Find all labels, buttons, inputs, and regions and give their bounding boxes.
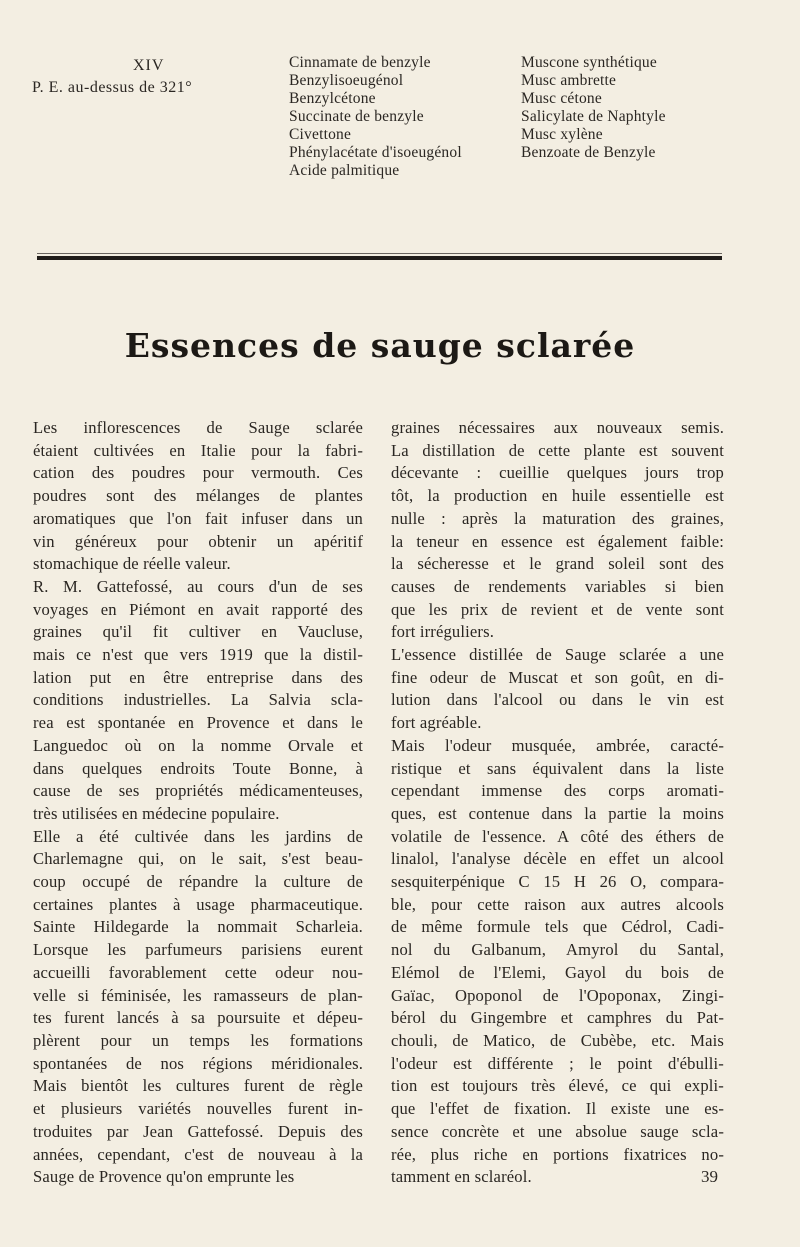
- text-line: stomachique de réelle valeur.: [33, 554, 231, 574]
- text-line: l'odeur est différente ; le point d'ébulli-: [391, 1053, 724, 1073]
- text-line: ques, est contenue dans la partie la moins: [391, 803, 724, 823]
- text-line: voyages en Piémont en avait rapporté des: [33, 599, 363, 619]
- text-line: plèrent pour un temps les formations: [33, 1030, 363, 1050]
- text-line: graines nécessaires aux nouveaux semis.: [391, 418, 724, 437]
- text-line: cause de ses propriétés médicamenteuses,: [33, 781, 363, 801]
- text-line: Mais l'odeur musquée, ambrée, caracté-: [391, 735, 724, 755]
- text-line: L'essence distillée de Sauge sclarée a une: [391, 645, 724, 665]
- text-line: Charlemagne qui, on le sait, s'est beau-: [33, 849, 363, 869]
- list-item: Benzoate de Benzyle: [521, 144, 656, 161]
- text-line: sence concrète et une absolue sauge scla-: [391, 1121, 724, 1141]
- text-line: sesquiterpénique C 15 H 26 O, compara-: [391, 872, 724, 892]
- text-line: que l'effet de fixation. Il existe une es-: [391, 1099, 724, 1119]
- list-item: Benzylcétone: [289, 90, 376, 107]
- text-line: tamment en sclaréol.: [391, 1167, 532, 1187]
- text-line: dans quelques endroits Toute Bonne, à: [33, 758, 363, 778]
- text-line: aromatiques que l'on fait infuser dans un: [33, 508, 363, 528]
- text-line: nol du Galbanum, Amyrol du Santal,: [391, 940, 724, 960]
- text-line: mais ce n'est que vers 1919 que la distil-: [33, 645, 363, 665]
- divider-thick: [37, 256, 722, 260]
- list-item: Musc xylène: [521, 126, 603, 143]
- text-line: tôt, la production en huile essentielle est: [391, 486, 724, 506]
- text-line: vin généreux pour obtenir un apéritif: [33, 531, 363, 551]
- text-line: linalol, l'analyse décèle en effet un alcool: [391, 849, 724, 869]
- list-item: Musc ambrette: [521, 72, 617, 89]
- text-line: Gaïac, Opoponol de l'Opoponax, Zingi-: [391, 985, 724, 1005]
- text-column-left: [33, 417, 363, 1189]
- text-line: accueilli favorablement cette odeur nou-: [33, 962, 363, 982]
- text-line: Languedoc où on la nomme Orvale et: [33, 735, 363, 755]
- table-roman-numeral: XIV: [133, 57, 165, 74]
- text-line: conditions industrielles. La Salvia scla-: [33, 690, 363, 710]
- text-line: causes de rendements variables si bien: [391, 576, 724, 596]
- text-line: R. M. Gattefossé, au cours d'un de ses: [33, 576, 363, 596]
- text-line: étaient cultivées en Italie pour la fabri-: [33, 440, 363, 460]
- text-line: ble, pour cette raison aux autres alcools: [391, 894, 724, 914]
- text-line: bérol du Gingembre et camphres du Pat-: [391, 1008, 724, 1028]
- text-line: chouli, de Matico, de Cubèbe, etc. Mais: [391, 1030, 724, 1050]
- ingredient-table: [30, 54, 770, 194]
- text-line: décevante : cueillie quelques jours trop: [391, 463, 724, 483]
- text-line: ristique et sans équivalent dans la liste: [391, 758, 724, 778]
- text-line: cation des poudres pour vermouth. Ces: [33, 463, 363, 483]
- list-item: Muscone synthétique: [521, 54, 657, 71]
- text-line: lution dans l'alcool ou dans le vin est: [391, 690, 724, 710]
- divider-thin: [37, 253, 722, 254]
- text-line: fine odeur de Muscat et son goût, en di-: [391, 667, 724, 687]
- list-item: Civettone: [289, 126, 352, 143]
- text-line: fort agréable.: [391, 713, 482, 733]
- text-line: graines qu'il fit cultiver en Vaucluse,: [33, 622, 363, 642]
- text-line: certaines plantes à usage pharmaceutique.: [33, 894, 363, 914]
- text-line: poudres sont des mélanges de plantes: [33, 486, 363, 506]
- text-line: et plusieurs variétés nouvelles furent in-: [33, 1099, 363, 1119]
- text-line: la teneur en essence est également faible:: [391, 531, 724, 551]
- text-line: Sauge de Provence qu'on emprunte les: [33, 1167, 295, 1187]
- text-line: Les inflorescences de Sauge sclarée: [33, 418, 363, 437]
- text-line: la sécheresse et le grand soleil sont des: [391, 554, 724, 574]
- list-item: Acide palmitique: [289, 162, 400, 179]
- list-item: Musc cétone: [521, 90, 602, 107]
- text-line: Mais bientôt les cultures furent de règle: [33, 1076, 363, 1096]
- text-line: rée, plus riche en portions fixatrices no-: [391, 1144, 724, 1164]
- page-number: 39: [701, 1167, 718, 1186]
- text-line: La distillation de cette plante est souvent: [391, 440, 724, 460]
- text-column-right: [391, 417, 724, 1189]
- text-line: que les prix de revient et de vente sont: [391, 599, 724, 619]
- text-line: très utilisées en médecine populaire.: [33, 803, 280, 823]
- text-line: lation put en être entreprise dans des: [33, 667, 363, 687]
- text-line: années, cependant, c'est de nouveau à la: [33, 1144, 363, 1164]
- table-boiling-point: P. E. au-dessus de 321°: [32, 79, 193, 96]
- text-line: Elle a été cultivée dans les jardins de: [33, 826, 363, 846]
- list-item: Succinate de benzyle: [289, 108, 424, 125]
- list-item: Cinnamate de benzyle: [289, 54, 431, 71]
- article-title: Essences de sauge sclarée: [124, 326, 636, 365]
- text-line: fort irréguliers.: [391, 622, 494, 642]
- text-line: velle si féminisée, les ramasseurs de plan-: [33, 985, 363, 1005]
- table-column-middle: [289, 54, 509, 180]
- list-item: Phénylacétate d'isoeugénol: [289, 144, 462, 161]
- text-line: rea est spontanée en Provence et dans le: [33, 713, 363, 733]
- text-line: tes furent lancés à sa poursuite et dépeu-: [33, 1008, 363, 1028]
- text-line: tion est toujours très élevé, ce qui expli-: [391, 1076, 724, 1096]
- text-line: Elémol de l'Elemi, Gayol du bois de: [391, 962, 724, 982]
- text-line: troduites par Jean Gattefossé. Depuis des: [33, 1121, 363, 1141]
- text-line: Lorsque les parfumeurs parisiens eurent: [33, 940, 363, 960]
- text-line: Sainte Hildegarde la nommait Scharleia.: [33, 917, 363, 937]
- text-line: volatile de l'essence. A côté des éthers de: [391, 826, 724, 846]
- list-item: Salicylate de Naphtyle: [521, 108, 666, 125]
- text-line: coup occupé de répandre la culture de: [33, 872, 363, 892]
- text-line: cependant immense des corps aromati-: [391, 781, 724, 801]
- text-line: spontanées de nos régions méridionales.: [33, 1053, 363, 1073]
- list-item: Benzylisoeugénol: [289, 72, 404, 89]
- table-column-right: [521, 54, 771, 162]
- text-line: de même formule tels que Cédrol, Cadi-: [391, 917, 724, 937]
- text-line: nulle : après la maturation des graines,: [391, 508, 724, 528]
